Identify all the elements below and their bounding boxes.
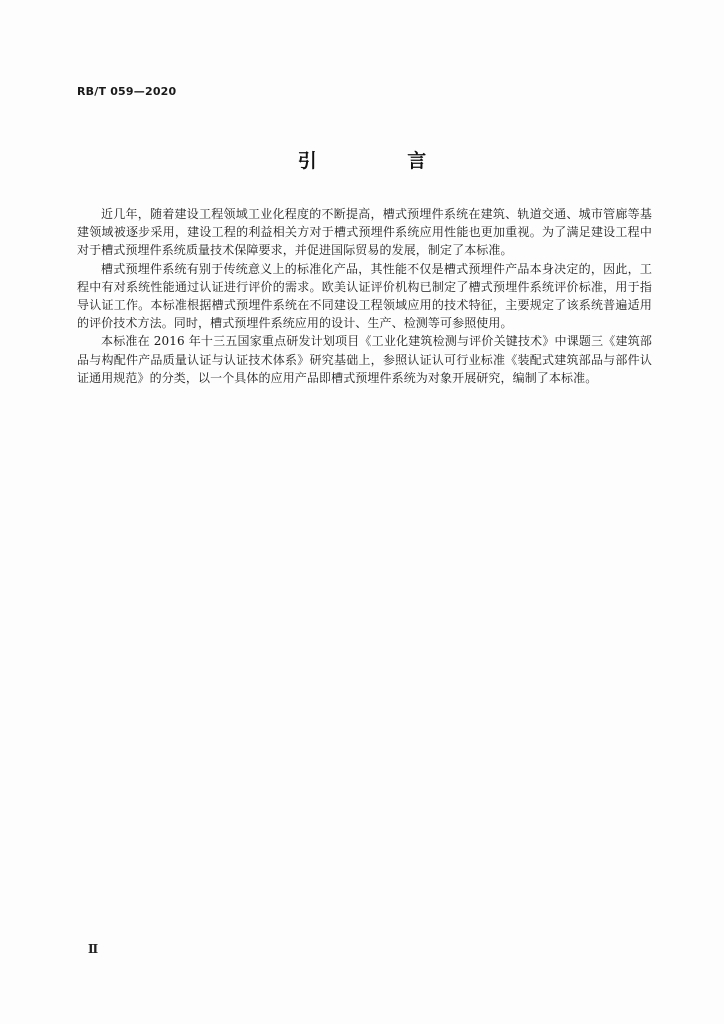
paragraph-2: 槽式预埋件系统有别于传统意义上的标准化产品，其性能不仅是槽式预埋件产品本身决定的，因此，工程中有对系统性能通过认证进行评价的需求。欧美认证评价机构已制定了槽式预埋件系统评价标准，用于指导认证工作。本标准根据槽式预埋件系统在不同建设工程领域应用的技术特征，主要规定了该系统普遍适用的评价技术方法。同时，槽式预埋件系统应用的设计、生产、检测等可参照使用。 <box>77 261 652 331</box>
page-title: 引 言 <box>297 150 469 172</box>
paragraph-3: 本标准在 2016 年十三五国家重点研发计划项目《工业化建筑检测与评价关键技术》中课题三《建筑部品与构配件产品质量认证与认证技术体系》研究基础上，参照认证认可行业标准《装配式建筑部品与部件认证通用规范》的分类，以一个具体的应用产品即槽式预埋件系统为对象开展研究，编制了本标准。 <box>77 334 652 385</box>
introduction-body <box>77 205 652 387</box>
page-number: Ⅱ <box>88 942 99 956</box>
paragraph-1: 近几年，随着建设工程领域工业化程度的不断提高，槽式预埋件系统在建筑、轨道交通、城市管廊等基建领域被逐步采用，建设工程的利益相关方对于槽式预埋件系统应用性能也更加重视。为了满足建设工程中对于槽式预埋件系统质量技术保障要求，并促进国际贸易的发展，制定了本标准。 <box>77 207 652 258</box>
standard-code-header: RB/T 059—2020 <box>77 85 177 98</box>
